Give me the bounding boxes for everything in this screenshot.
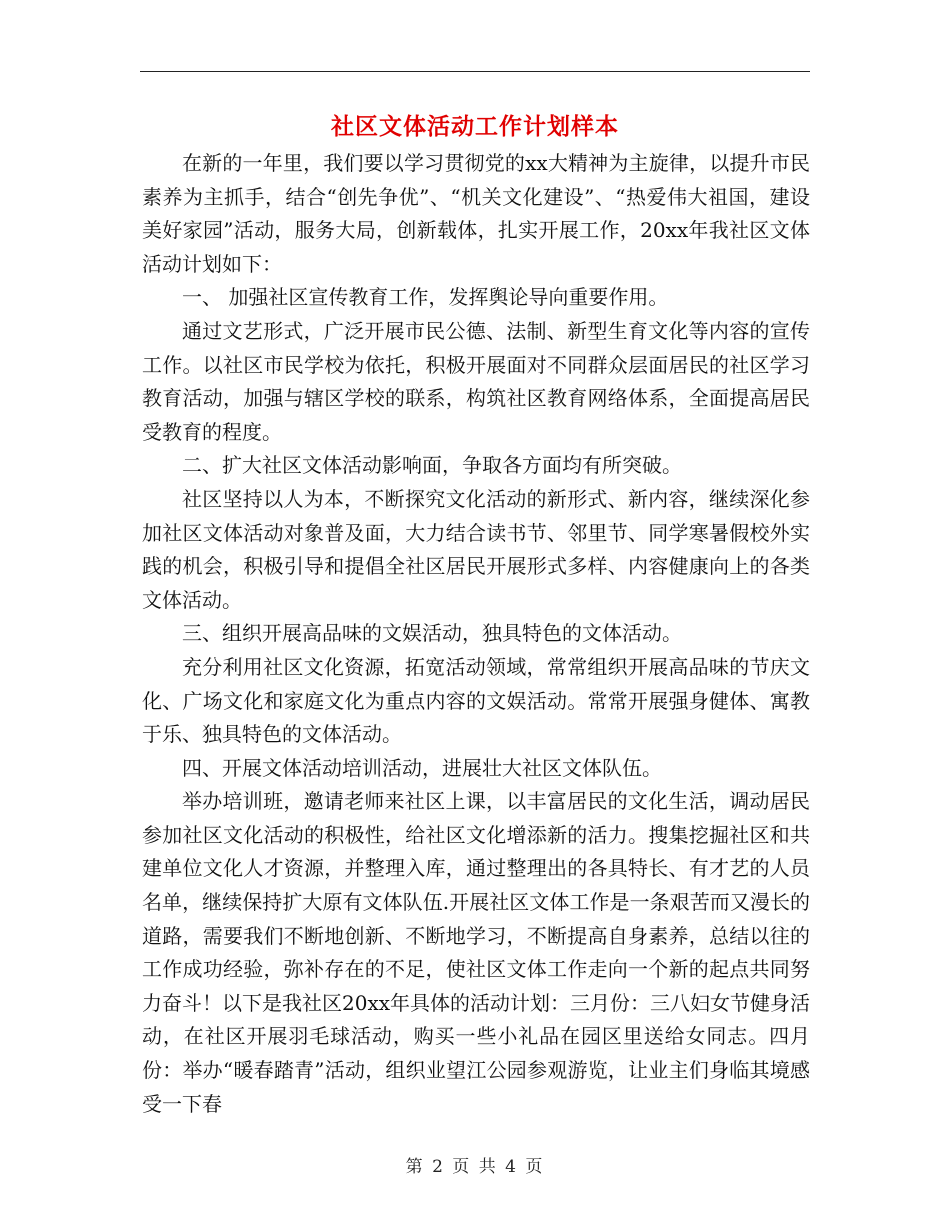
paragraph-intro: 在新的一年里，我们要以学习贯彻党的xx大精神为主旋律，以提升市民素养为主抓手，结合“创先争优”、“机关文化建设”、“热爱伟大祖国，建设美好家园”活动，服务大局，创新载体，扎实开展工作，20xx年我社区文体活动计划如下： — [142, 151, 810, 276]
header-rule — [140, 71, 810, 72]
paragraph-2: 社区坚持以人为本，不断探究文化活动的新形式、新内容，继续深化参加社区文体活动对象普及面，大力结合读书节、邻里节、同学寒暑假校外实践的机会，积极引导和提倡全社区居民开展形式多样、内容健康向上的各类文体活动。 — [142, 486, 810, 612]
section-heading-2: 二、扩大社区文体活动影响面，争取各方面均有所突破。 — [182, 453, 682, 478]
document-title: 社区文体活动工作计划样本 — [331, 114, 619, 140]
page-number-footer: 第 2 页 共 4 页 — [405, 1157, 545, 1177]
section-heading-3: 三、组织开展高品味的文娱活动，独具特色的文体活动。 — [182, 621, 682, 646]
section-heading-4: 四、开展文体活动培训活动，进展壮大社区文体队伍。 — [182, 755, 662, 780]
paragraph-1: 通过文艺形式，广泛开展市民公德、法制、新型生育文化等内容的宣传工作。以社区市民学校为依托，积极开展面对不同群众层面居民的社区学习教育活动，加强与辖区学校的联系，构筑社区教育网络体系，全面提高居民受教育的程度。 — [142, 318, 810, 444]
paragraph-4: 举办培训班，邀请老师来社区上课，以丰富居民的文化生活，调动居民参加社区文化活动的积极性，给社区文化增添新的活力。搜集挖掘社区和共建单位文化人才资源，并整理入库，通过整理出的各具特长、有才艺的人员名单，继续保持扩大原有文体队伍.开展社区文体工作是一条艰苦而又漫长的道路，需要我们不断地创新、不断地学习，不断提高自身素养，总结以往的工作成功经验，弥补存在的不足，使社区文体工作走向一个新的起点共同努力奋斗！以下是我社区20xx年具体的活动计划：三月份：三八妇女节健身活动，在社区开展羽毛球活动，购买一些小礼品在园区里送给女同志。四月份：举办“暖春踏青”活动，组织业望江公园参观游览，让业主们身临其境感受一下春 — [142, 789, 811, 1116]
paragraph-3: 充分利用社区文化资源，拓宽活动领域，常常组织开展高品味的节庆文化、广场文化和家庭文化为重点内容的文娱活动。常常开展强身健体、寓教于乐、独具特色的文体活动。 — [142, 654, 810, 747]
document-body — [142, 147, 810, 1121]
section-heading-1: 一、 加强社区宣传教育工作，发挥舆论导向重要作用。 — [182, 285, 669, 310]
